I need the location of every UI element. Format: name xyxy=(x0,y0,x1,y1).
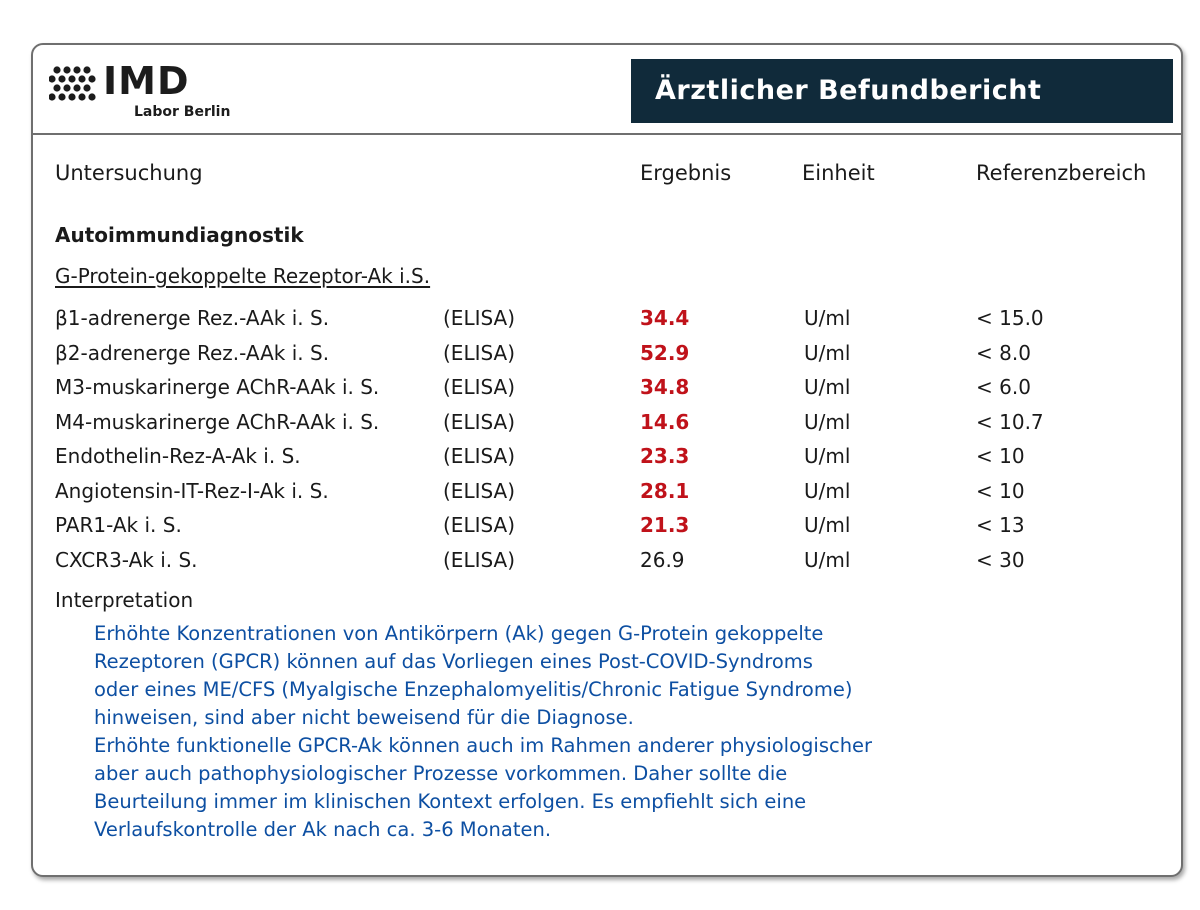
interpretation-text xyxy=(94,620,1054,844)
test-unit: U/ml xyxy=(804,306,851,330)
test-unit: U/ml xyxy=(804,375,851,399)
test-unit: U/ml xyxy=(804,547,851,572)
test-unit: U/ml xyxy=(804,444,851,468)
test-method: (ELISA) xyxy=(443,306,516,330)
test-unit: U/ml xyxy=(804,340,851,365)
test-method: (ELISA) xyxy=(443,513,516,537)
imd-logo xyxy=(49,59,249,121)
test-method: (ELISA) xyxy=(443,375,516,399)
test-method: (ELISA) xyxy=(443,409,516,434)
test-result: 14.6 xyxy=(640,409,690,434)
logo-subtitle: Labor Berlin xyxy=(134,104,231,120)
test-method: (ELISA) xyxy=(443,444,516,468)
test-result: 34.4 xyxy=(640,306,690,330)
interpretation-line: Beurteilung immer im klinischen Kontext erfolgen. Es empfiehlt sich eine xyxy=(94,790,807,813)
test-reference: < 10 xyxy=(976,478,1025,503)
test-result: 52.9 xyxy=(640,340,690,365)
column-header-result: Ergebnis xyxy=(640,161,732,185)
test-method: (ELISA) xyxy=(443,478,516,503)
test-result: 23.3 xyxy=(640,444,690,468)
test-name: Endothelin-Rez-A-Ak i. S. xyxy=(55,444,301,468)
header-divider xyxy=(33,133,1181,135)
report-card xyxy=(31,43,1183,877)
table-row xyxy=(33,405,1181,439)
interpretation-line: Rezeptoren (GPCR) können auf das Vorliegen eines Post-COVID-Syndroms xyxy=(94,650,813,673)
column-header-unit: Einheit xyxy=(802,161,875,185)
table-row xyxy=(33,474,1181,508)
test-reference: < 30 xyxy=(976,547,1025,572)
test-name: M3-muskarinerge AChR-AAk i. S. xyxy=(55,375,380,399)
test-reference: < 10.7 xyxy=(976,409,1044,434)
interpretation-label: Interpretation xyxy=(55,588,194,612)
column-header-reference: Referenzbereich xyxy=(976,161,1147,185)
table-row xyxy=(33,439,1181,473)
test-reference: < 8.0 xyxy=(976,340,1031,365)
logo-dots-icon xyxy=(49,65,99,107)
interpretation-line: oder eines ME/CFS (Myalgische Enzephalomyelitis/Chronic Fatigue Syndrome) xyxy=(94,678,853,701)
test-result: 28.1 xyxy=(640,478,690,503)
interpretation-line: aber auch pathophysiologischer Prozesse vorkommen. Daher sollte die xyxy=(94,762,788,785)
table-row xyxy=(33,370,1181,404)
test-unit: U/ml xyxy=(804,478,851,503)
test-name: Angiotensin-IT-Rez-I-Ak i. S. xyxy=(55,478,329,503)
logo-wordmark: IMD xyxy=(103,59,190,103)
test-result: 34.8 xyxy=(640,375,690,399)
interpretation-line: Erhöhte Konzentrationen von Antikörpern (Ak) gegen G-Protein gekoppelte xyxy=(94,622,824,645)
test-name: β2-adrenerge Rez.-AAk i. S. xyxy=(55,340,330,365)
interpretation-line: Verlaufskontrolle der Ak nach ca. 3-6 Monaten. xyxy=(94,818,552,841)
test-name: PAR1-Ak i. S. xyxy=(55,513,182,537)
test-reference: < 13 xyxy=(976,513,1025,537)
column-header-test: Untersuchung xyxy=(55,161,203,185)
section-title: Autoimmundiagnostik xyxy=(55,223,304,247)
report-title: Ärztlicher Befundbericht xyxy=(631,59,1173,123)
table-row xyxy=(33,336,1181,370)
subsection-title: G-Protein-gekoppelte Rezeptor-Ak i.S. xyxy=(55,264,431,288)
test-unit: U/ml xyxy=(804,513,851,537)
table-row xyxy=(33,508,1181,542)
interpretation-line: Erhöhte funktionelle GPCR-Ak können auch im Rahmen anderer physiologischer xyxy=(94,734,873,757)
test-name: CXCR3-Ak i. S. xyxy=(55,547,198,572)
test-method: (ELISA) xyxy=(443,340,516,365)
test-reference: < 10 xyxy=(976,444,1025,468)
table-row xyxy=(33,301,1181,335)
test-reference: < 6.0 xyxy=(976,375,1031,399)
test-name: β1-adrenerge Rez.-AAk i. S. xyxy=(55,306,330,330)
test-unit: U/ml xyxy=(804,409,851,434)
interpretation-line: hinweisen, sind aber nicht beweisend für die Diagnose. xyxy=(94,706,634,729)
test-result: 21.3 xyxy=(640,513,690,537)
test-name: M4-muskarinerge AChR-AAk i. S. xyxy=(55,409,380,434)
test-result: 26.9 xyxy=(640,547,685,572)
test-method: (ELISA) xyxy=(443,547,516,572)
test-reference: < 15.0 xyxy=(976,306,1044,330)
table-row xyxy=(33,543,1181,577)
